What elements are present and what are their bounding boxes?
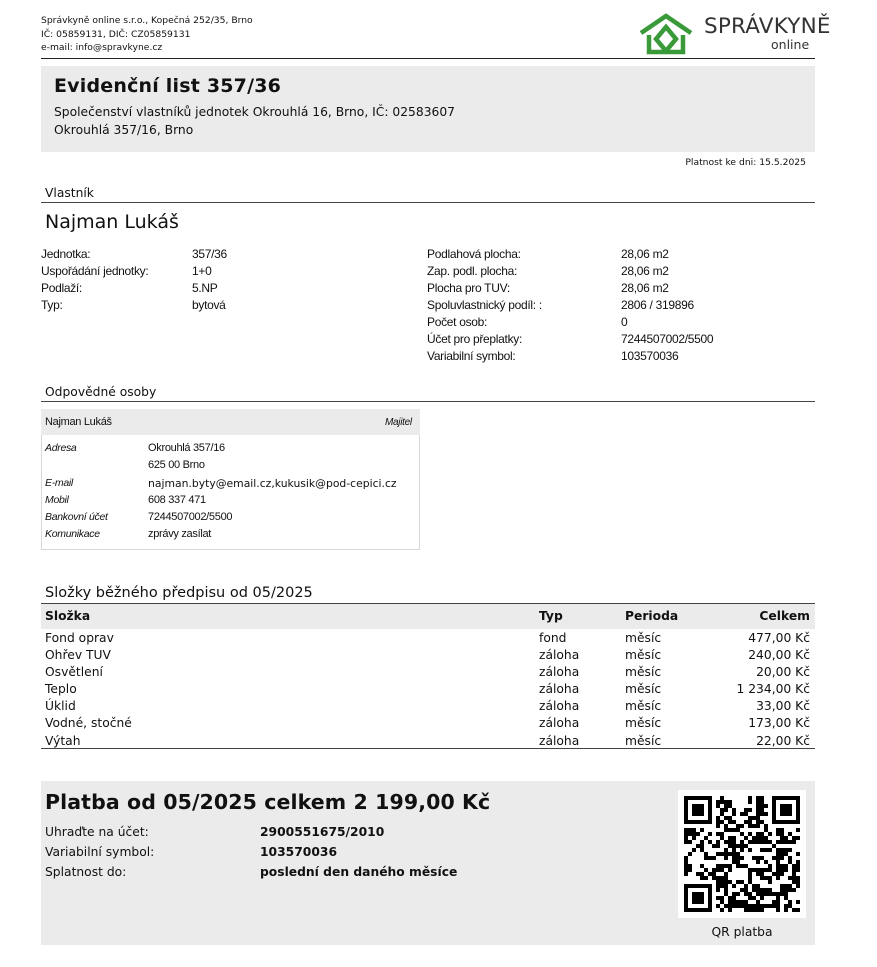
header-divider — [41, 58, 815, 59]
share-label: Spoluvlastnický podíl: : — [427, 298, 542, 312]
table-cell-period: měsíc — [625, 648, 662, 663]
table-row: Ohřev TUV — [45, 648, 111, 663]
address-label-continued — [45, 457, 108, 474]
unit-label: Jednotka: — [41, 247, 91, 261]
layout-value: 1+0 — [192, 264, 212, 278]
column-header-period: Perioda — [625, 609, 679, 623]
communication-value: zprávy zasílat — [148, 528, 212, 541]
company-info — [41, 14, 253, 55]
tuv-area-label: Plocha pro TUV: — [427, 281, 510, 295]
qr-code-icon — [678, 790, 806, 918]
pay-symbol-label: Variabilní symbol: — [45, 845, 155, 859]
pay-due-label: Splatnost do: — [45, 865, 127, 879]
table-cell-period: měsíc — [625, 716, 662, 731]
column-type — [539, 630, 579, 750]
association-name: Společenství vlastníků jednotek Okrouhlá 16, Brno, IČ: 02583607 — [54, 105, 455, 119]
payment-title: Platba od 05/2025 celkem 2 199,00 Kč — [45, 790, 491, 814]
email-label: E-mail — [45, 476, 73, 489]
house-logo-icon — [638, 13, 694, 55]
table-row: Úklid — [45, 699, 76, 714]
table-cell-total: 240,00 Kč — [748, 648, 810, 663]
persons-label: Počet osob: — [427, 315, 488, 329]
table-cell-type: záloha — [539, 648, 580, 663]
floor-label: Podlaží: — [41, 281, 82, 295]
pay-account-label: Uhraďte na účet: — [45, 825, 149, 839]
components-section-label: Složky běžného předpisu od 05/2025 — [45, 585, 313, 601]
persons-value: 0 — [621, 315, 628, 329]
table-cell-total: 477,00 Kč — [748, 631, 810, 645]
table-cell-period: měsíc — [625, 682, 662, 697]
address-label: Adresa — [45, 442, 77, 454]
company-ids: IČ: 05859131, DIČ: CZ05859131 — [41, 28, 191, 40]
floor-area-label: Podlahová plocha: — [427, 247, 521, 261]
column-header-type: Typ — [539, 609, 563, 623]
company-email: e-mail: info@spravkyne.cz — [41, 42, 163, 53]
column-header-total: Celkem — [759, 609, 810, 623]
variable-symbol-label: Variabilní symbol: — [427, 349, 516, 363]
area-info-labels — [427, 246, 542, 365]
table-row: Vodné, stočné — [45, 716, 132, 731]
unit-value: 357/36 — [192, 247, 227, 261]
person-name: Najman Lukáš — [45, 416, 112, 428]
person-field-labels — [45, 440, 108, 544]
overpayment-account-value: 7244507002/5500 — [621, 332, 714, 346]
variable-symbol-value: 103570036 — [621, 349, 679, 363]
owner-name: Najman Lukáš — [45, 211, 179, 233]
area-info-values — [621, 246, 713, 365]
table-cell-type: fond — [539, 631, 567, 645]
mobile-value: 608 337 471 — [148, 493, 206, 506]
table-cell-total: 22,00 Kč — [756, 733, 810, 748]
pay-symbol-value: 103570036 — [260, 845, 338, 859]
company-address: Správkyně online s.r.o., Kopečná 252/35, Brno — [41, 15, 253, 26]
validity-date: Platnost ke dni: 15.5.2025 — [685, 157, 806, 168]
table-cell-total: 173,00 Kč — [748, 716, 810, 731]
floor-area-value: 28,06 m2 — [621, 247, 669, 261]
qr-code — [678, 790, 806, 918]
person-field-values — [148, 440, 397, 544]
table-bottom-border — [41, 748, 815, 749]
person-role: Majitel — [385, 417, 412, 428]
layout-label: Uspořádání jednotky: — [41, 264, 149, 278]
table-row: Výtah — [45, 733, 81, 748]
responsible-section-label: Odpovědné osoby — [45, 385, 157, 399]
owner-section-label: Vlastník — [45, 186, 94, 200]
column-total — [737, 630, 811, 750]
mobile-label: Mobil — [45, 493, 69, 506]
table-cell-total: 1 234,00 Kč — [736, 682, 810, 697]
table-cell-type: záloha — [539, 716, 580, 731]
bank-account-value: 7244507002/5500 — [148, 511, 233, 524]
table-cell-period: měsíc — [625, 665, 662, 680]
table-row: Fond oprav — [45, 631, 114, 645]
responsible-section-divider — [41, 401, 815, 402]
bank-account-label: Bankovní účet — [45, 511, 108, 524]
owner-section-divider — [41, 202, 815, 203]
table-header — [41, 604, 815, 629]
table-cell-type: záloha — [539, 682, 580, 697]
document-title: Evidenční list 357/36 — [54, 75, 282, 97]
pay-account-value: 2900551675/2010 — [260, 825, 385, 839]
logo-name: SPRÁVKYNĚ — [704, 14, 831, 39]
floor-value: 5.NP — [192, 281, 218, 295]
table-cell-type: záloha — [539, 699, 580, 714]
table-cell-type: záloha — [539, 665, 580, 680]
column-item — [45, 630, 132, 750]
document-subtitle — [54, 104, 455, 139]
table-cell-period: měsíc — [625, 733, 662, 748]
table-row: Teplo — [45, 682, 77, 697]
table-cell-total: 33,00 Kč — [756, 699, 810, 714]
communication-label: Komunikace — [45, 528, 100, 541]
column-header-item: Složka — [45, 609, 91, 623]
table-cell-period: měsíc — [625, 699, 662, 714]
table-cell-total: 20,00 Kč — [756, 665, 810, 680]
type-label: Typ: — [41, 298, 63, 312]
table-row: Osvětlení — [45, 665, 103, 680]
qr-label: QR platba — [711, 925, 773, 939]
column-period — [625, 630, 661, 750]
pay-due-value: poslední den daného měsíce — [260, 865, 458, 879]
payment-values — [260, 822, 457, 882]
building-address: Okrouhlá 357/16, Brno — [54, 122, 194, 137]
type-value: bytová — [192, 298, 226, 312]
unit-info-labels — [41, 246, 148, 314]
overpayment-account-label: Účet pro přeplatky: — [427, 332, 523, 346]
address-city: 625 00 Brno — [148, 459, 205, 472]
email-value: najman.byty@email.cz,kukusik@pod-cepici.cz — [148, 476, 397, 490]
tuv-area-value: 28,06 m2 — [621, 281, 669, 295]
table-cell-type: záloha — [539, 733, 580, 748]
share-value: 2806 / 319896 — [621, 298, 694, 312]
payment-labels — [45, 822, 154, 882]
address-street: Okrouhlá 357/16 — [148, 442, 225, 454]
unit-info-values — [192, 246, 227, 314]
logo-subtitle: online — [771, 37, 810, 52]
table-cell-period: měsíc — [625, 631, 662, 645]
counted-area-label: Zap. podl. plocha: — [427, 264, 517, 278]
counted-area-value: 28,06 m2 — [621, 264, 669, 278]
